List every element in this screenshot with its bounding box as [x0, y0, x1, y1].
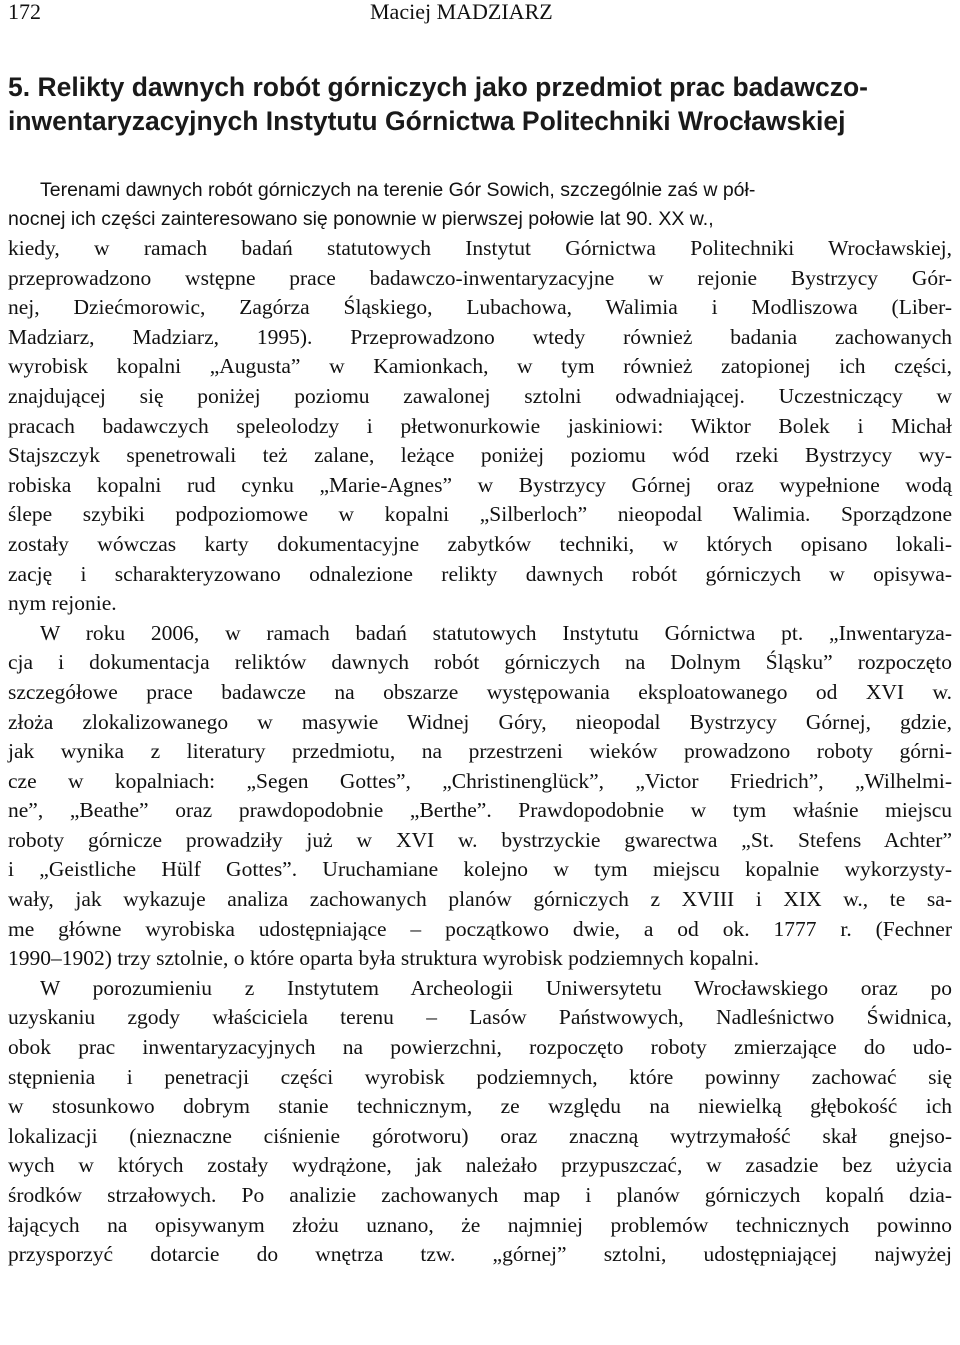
text-line: Stajszczyk spenetrowali też zalane, leżące poniżej poziomu wód rzeki Bystrzycy wy- — [8, 443, 952, 468]
text-line: Madziarz, Madziarz, 1995). Przeprowadzono wtedy również badania zachowanych — [8, 324, 952, 349]
page-number: 172 — [8, 0, 41, 24]
text-line: lokalizacji (nieznaczne ciśnienie górotworu) oraz znaczną wytrzymałość skał gnejso- — [8, 1123, 952, 1148]
text-line: jak wynika z literatury przedmiotu, na przestrzeni wieków prowadzono roboty górni- — [8, 739, 952, 764]
text-line: nocnej ich części zainteresowano się ponownie w pierwszej połowie lat 90. XX w., — [8, 208, 714, 230]
text-line: zostały wówczas karty dokumentacyjne zabytków techniki, w których opisano lokali- — [8, 531, 952, 556]
text-line: me główne wyrobiska udostępniające – początkowo dwie, a od ok. 1777 r. (Fechner — [8, 916, 952, 941]
paragraph-opening — [8, 176, 952, 234]
text-line: wały, jak wykazuje analiza zachowanych planów górniczych z XVIII i XIX w., te sa- — [8, 887, 952, 912]
text-line: cja i dokumentacja reliktów dawnych robót górniczych na Dolnym Śląsku” rozpoczęto — [8, 650, 952, 675]
text-line: 1990–1902) trzy sztolnie, o które oparta była struktura wyrobisk podziemnych kopalni. — [8, 946, 760, 971]
text-line: przeprowadzono wstępne prace badawczo-inwentaryzacyjne w rejonie Bystrzycy Gór- — [8, 265, 952, 290]
text-line: wych w których zostały wydrążone, jak należało przypuszczać, w zasadzie bez użycia — [8, 1153, 952, 1178]
text-line: szczegółowe prace badawcze na obszarze występowania eksploatowanego od XVI w. — [8, 679, 952, 704]
body-text — [8, 176, 952, 1270]
text-line: nym rejonie. — [8, 591, 117, 616]
section-heading — [8, 70, 952, 138]
text-line: nej, Dziećmorowic, Zagórza Śląskiego, Lubachowa, Walimia i Modliszowa (Liber- — [8, 295, 952, 320]
text-line: wyrobisk kopalni „Augusta” w Kamionkach, w tym również zatopionej ich części, — [8, 354, 952, 379]
text-line: roboty górnicze prowadziły już w XVI w. bystrzyckie gwarectwa „St. Stefens Achter” — [8, 827, 952, 852]
section-heading-line: inwentaryzacyjnych Instytutu Górnictwa Politechniki Wrocławskiej — [8, 106, 846, 136]
text-line: cze w kopalniach: „Segen Gottes”, „Christinenglück”, „Victor Friedrich”, „Wilhelmi- — [8, 768, 952, 793]
text-line: W porozumieniu z Instytutem Archeologii Uniwersytetu Wrocławskiego oraz po — [40, 975, 952, 1000]
text-line: kiedy, w ramach badań statutowych Instytut Górnictwa Politechniki Wrocławskiej, — [8, 236, 952, 260]
text-line: stępnienia i penetracji części wyrobisk podziemnych, które powinny zachować się — [8, 1064, 952, 1089]
text-line: robiska kopalni rud cynku „Marie-Agnes” w Bystrzycy Górnej oraz wypełnione wodą — [8, 472, 952, 497]
text-line: w stosunkowo dobrym stanie technicznym, ze względu na niewielką głębokość ich — [8, 1094, 952, 1119]
text-line: obok prac inwentaryzacyjnych na powierzchni, rozpoczęto roboty zmierzające do udo- — [8, 1035, 952, 1060]
text-line: uzyskaniu zgody właściciela terenu – Lasów Państwowych, Nadleśnictwo Świdnica, — [8, 1005, 952, 1030]
text-line: złoża zlokalizowanego w masywie Widnej Góry, nieopodal Bystrzycy Górnej, gdzie, — [8, 709, 952, 734]
text-line: łających na opisywanym złożu uznano, że najmniej problemów technicznych powinno — [8, 1212, 952, 1237]
text-line: ne”, „Beathe” oraz prawdopodobnie „Berthe”. Prawdopodobnie w tym właśnie miejscu — [8, 798, 952, 823]
text-line: przysporzyć dotarcie do wnętrza tzw. „górnej” sztolni, udostępniającej najwyżej — [8, 1242, 952, 1267]
text-line: pracach badawczych speleolodzy i płetwonurkowie jaskiniowi: Wiktor Bolek i Michał — [8, 413, 952, 438]
text-line: znajdującej się poniżej poziomu zawalonej sztolni odwadniającej. Uczestniczący w — [8, 383, 952, 408]
text-line: W roku 2006, w ramach badań statutowych Instytutu Górnictwa pt. „Inwentaryza- — [40, 620, 952, 645]
text-line: środków strzałowych. Po analizie zachowanych map i planów górniczych kopalń dzia- — [8, 1183, 952, 1207]
paragraph-body — [8, 234, 952, 1270]
text-line: i „Geistliche Hülf Gottes”. Uruchamiane kolejno w tym miejscu kopalnie wykorzysty- — [8, 857, 952, 882]
text-line: Terenami dawnych robót górniczych na terenie Gór Sowich, szczególnie zaś w pół- — [40, 179, 756, 201]
text-line: zację i scharakteryzowano odnalezione relikty dawnych robót górniczych w opisywa- — [8, 561, 952, 586]
section-heading-line: 5. Relikty dawnych robót górniczych jako przedmiot prac badawczo- — [8, 72, 868, 102]
running-header — [8, 0, 952, 30]
running-author: Maciej MADZIARZ — [370, 0, 553, 24]
text-line: ślepe szybiki podpoziomowe w kopalni „Silberloch” nieopodal Walimia. Sporządzone — [8, 502, 952, 527]
